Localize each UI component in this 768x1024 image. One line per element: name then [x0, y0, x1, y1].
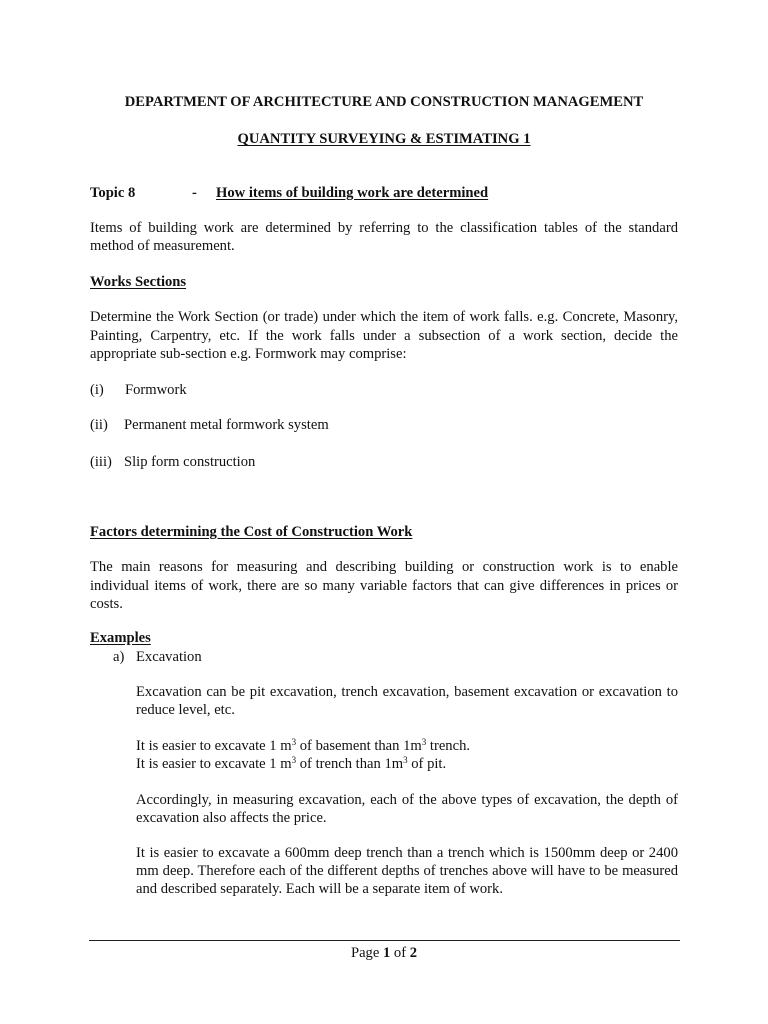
easier-statement-1: It is easier to excavate 1 $m^3$ of basement than $1m^3$ trench.	[136, 737, 471, 754]
works-sections-line-1: Determine the Work Section (or trade) under which the item of work falls. e.g. Concrete, Masonry,	[90, 309, 678, 325]
factors-heading: Factors determining the Cost of Construction Work	[90, 524, 413, 540]
factors-line-3: costs.	[90, 596, 123, 612]
list-item-text: Permanent metal formwork system	[124, 417, 329, 433]
current-page-number: 1	[382, 945, 391, 961]
works-sections-heading: Works Sections	[90, 274, 187, 290]
excavation-para-3-line-2: excavation also affects the price.	[136, 810, 327, 826]
list-item-number: (iii)	[90, 454, 112, 470]
total-pages-number: 2	[409, 945, 418, 961]
page-number: Page 1 of 2	[350, 945, 418, 961]
factors-line-2: individual items of work, there are so many variable factors that can give differences in prices or	[90, 578, 678, 594]
list-item-text: Slip form construction	[124, 454, 256, 470]
topic-dash: -	[192, 185, 197, 201]
works-sections-line-2: Painting, Carpentry, etc. If the work falls under a subsection of a work section, decide the	[90, 328, 678, 344]
excavation-para-3-line-1: Accordingly, in measuring excavation, each of the above types of excavation, the depth of	[136, 792, 678, 808]
intro-line-1: Items of building work are determined by referring to the classification tables of the standard	[90, 220, 678, 236]
excavation-para-4-line-3: and described separately. Each will be a separate item of work.	[136, 881, 503, 897]
intro-line-2: method of measurement.	[90, 238, 235, 254]
excavation-para-1-line-2: reduce level, etc.	[136, 702, 235, 718]
topic-label: Topic 8	[90, 185, 136, 201]
excavation-para-1-line-1: Excavation can be pit excavation, trench excavation, basement excavation or excavation to	[136, 684, 678, 700]
works-sections-line-3: appropriate sub-section e.g. Formwork may comprise:	[90, 346, 407, 362]
easier-statement-2: It is easier to excavate 1 $m^3$ of trench than $1m^3$ of pit.	[136, 755, 447, 772]
course-title	[0, 130, 768, 148]
list-item-number: (i)	[90, 382, 104, 398]
footer-divider	[89, 940, 680, 941]
excavation-para-4-line-1: It is easier to excavate a 600mm deep trench than a trench which is 1500mm deep or 2400	[136, 845, 678, 861]
department-heading: DEPARTMENT OF ARCHITECTURE AND CONSTRUCTION MANAGEMENT	[124, 94, 644, 110]
example-item-title: Excavation	[136, 649, 202, 665]
factors-line-1: The main reasons for measuring and describing building or construction work is to enable	[90, 559, 678, 575]
topic-title: How items of building work are determined	[216, 185, 489, 201]
list-item-text: Formwork	[125, 382, 187, 398]
excavation-para-4-line-2: mm deep. Therefore each of the different depths of trenches above will have to be measured	[136, 863, 678, 879]
course-title-text: QUANTITY SURVEYING & ESTIMATING 1	[237, 131, 531, 147]
examples-heading: Examples	[90, 630, 151, 646]
list-item-number: (ii)	[90, 417, 108, 433]
example-item-marker: a)	[113, 649, 125, 665]
